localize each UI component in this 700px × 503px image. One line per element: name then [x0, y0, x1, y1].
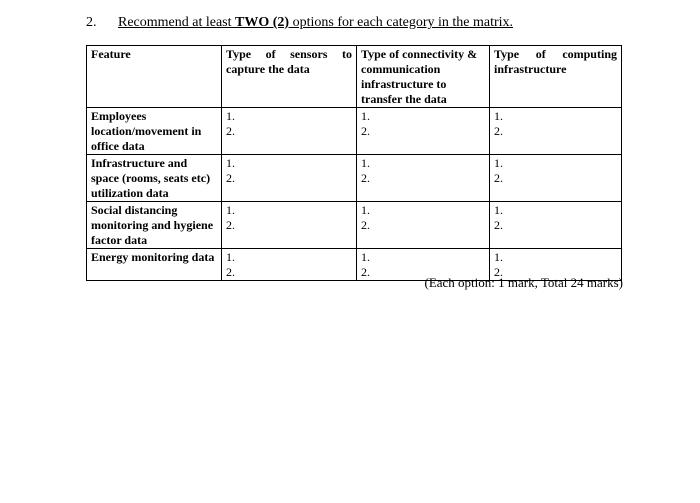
option-2: 2. — [226, 265, 235, 279]
table-row — [87, 108, 622, 155]
option-1: 1. — [494, 109, 503, 123]
question-text — [118, 15, 513, 31]
option-1: 1. — [226, 203, 235, 217]
header-row — [87, 46, 622, 108]
option-2: 2. — [361, 218, 370, 232]
feature-cell: Social distancing monitoring and hygiene factor data — [87, 202, 222, 249]
option-1: 1. — [494, 250, 503, 264]
header-feature: Feature — [87, 46, 222, 108]
feature-cell: Employees location/movement in office data — [87, 108, 222, 155]
feature-cell: Energy monitoring data — [87, 249, 222, 281]
question-text-suffix: options for each category in the matrix. — [289, 15, 514, 30]
header-sensors-label: Type of sensors to capture the data — [226, 47, 352, 76]
connectivity-options-cell — [357, 202, 490, 249]
option-1: 1. — [494, 203, 503, 217]
options-matrix-table — [86, 45, 622, 281]
marks-note: (Each option: 1 mark, Total 24 marks) — [424, 275, 623, 290]
option-1: 1. — [361, 203, 370, 217]
table-row — [87, 155, 622, 202]
option-1: 1. — [226, 250, 235, 264]
option-2: 2. — [361, 265, 370, 279]
sensor-options-cell — [222, 155, 357, 202]
sensor-options-cell — [222, 249, 357, 281]
option-1: 1. — [494, 156, 503, 170]
connectivity-options-cell — [357, 108, 490, 155]
question-number: 2. — [86, 15, 97, 30]
option-2: 2. — [494, 124, 503, 138]
header-computing-label: Type of computing infrastructure — [494, 47, 617, 76]
option-1: 1. — [361, 250, 370, 264]
option-1: 1. — [361, 109, 370, 123]
feature-cell: Infrastructure and space (rooms, seats etc) utilization data — [87, 155, 222, 202]
connectivity-options-cell — [357, 155, 490, 202]
option-2: 2. — [494, 171, 503, 185]
computing-options-cell — [490, 155, 622, 202]
option-2: 2. — [494, 218, 503, 232]
option-1: 1. — [226, 109, 235, 123]
header-computing — [490, 46, 622, 108]
option-1: 1. — [361, 156, 370, 170]
computing-options-cell — [490, 108, 622, 155]
option-2: 2. — [226, 218, 235, 232]
option-2: 2. — [361, 124, 370, 138]
question-text-prefix: Recommend at least — [118, 15, 236, 30]
sensor-options-cell — [222, 202, 357, 249]
table-row — [87, 202, 622, 249]
option-2: 2. — [494, 265, 503, 279]
option-1: 1. — [226, 156, 235, 170]
sensor-options-cell — [222, 108, 357, 155]
option-2: 2. — [226, 124, 235, 138]
header-sensors — [222, 46, 357, 108]
computing-options-cell — [490, 202, 622, 249]
option-2: 2. — [226, 171, 235, 185]
question-text-bold: TWO (2) — [235, 15, 290, 30]
header-connectivity: Type of connectivity & communication infrastructure to transfer the data — [357, 46, 490, 108]
option-2: 2. — [361, 171, 370, 185]
